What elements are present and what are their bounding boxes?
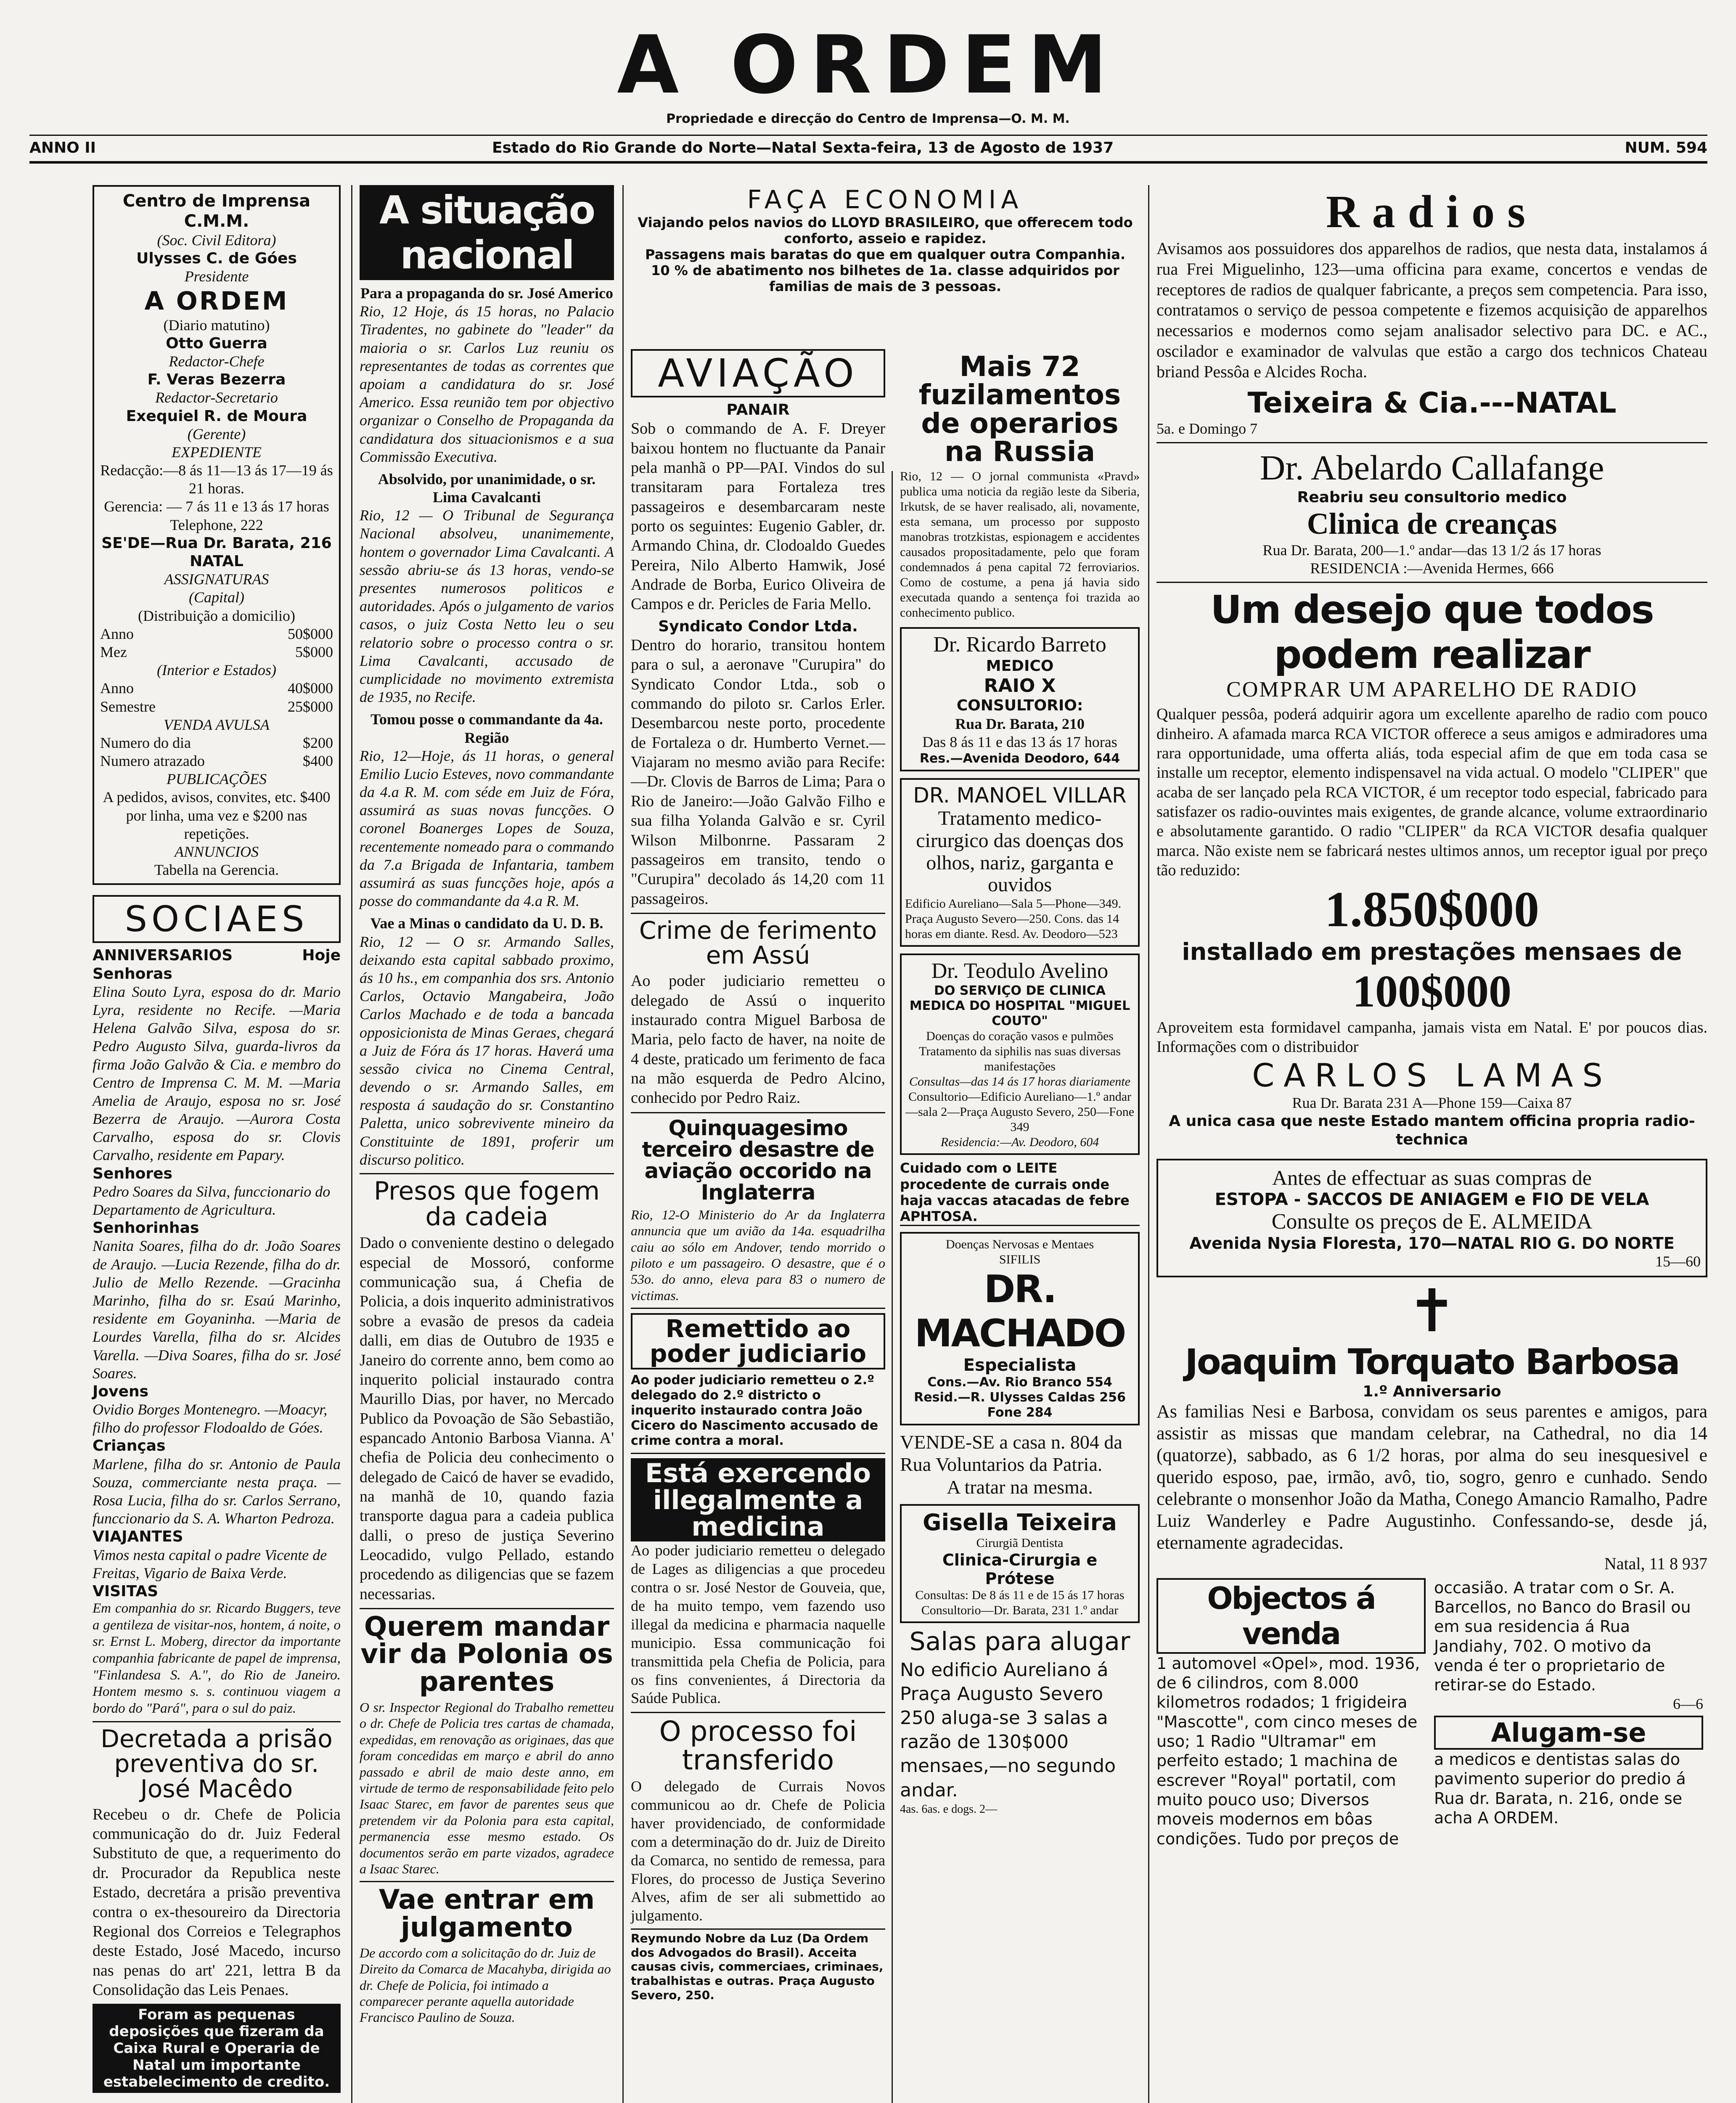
- barreto-name: Dr. Ricardo Barreto: [933, 633, 1106, 657]
- ocasiao-ref: 6—6: [1673, 1695, 1703, 1712]
- dealer-unique: A unica casa que neste Estado mantem officina propria radio-technica: [1169, 1112, 1695, 1148]
- villar-name: DR. MANOEL VILLAR: [913, 783, 1127, 808]
- sociaes-youth-text: Ovidio Borges Montenegro. —Moacyr, filho do professor Flodoaldo de Góes.: [93, 1401, 328, 1436]
- russia-headline: Mais 72 fuzilamentos de operarios na Russia: [918, 350, 1121, 468]
- russia-text: Rio, 12 — O jornal communista «Pravd» publica uma noticia da região leste da Siberia, Irkutsk, de se haver realisado, ali, novamente, esta semana, um processo por supposto manobras trotzkistas, espionagem e accidentes causados propositadamente, pelo que foram condemnados á pena capital 72 ferroviarios. Como de costume, a pena já havia sido executada quando a sentença foi trazida ao conhecimento publico.: [900, 469, 1140, 620]
- sidebar-address: SE'DE—Rua Dr. Barata, 216: [101, 534, 332, 552]
- remettido-text: Ao poder judiciario remetteu o 2.º delegado do 2.º districto o inquerito instaurado contra João Cicero do Nascimento accusado de crime contra a moral.: [631, 1373, 879, 1449]
- price-label: Mez: [100, 643, 127, 660]
- salas-headline: Salas para alugar: [909, 1626, 1130, 1656]
- radios-firm: Teixeira & Cia.---NATAL: [1247, 386, 1617, 420]
- decretada-headline: Decretada a prisão preventiva do sr. José Macêdo: [101, 1724, 333, 1803]
- estopa-consulte: Consulte os preços de E. ALMEIDA: [1271, 1209, 1593, 1234]
- sidebar-paper-note: (Diario matutino): [163, 316, 270, 334]
- quinquagesimo-text: Rio, 12-O Ministerio do Ar da Inglaterra annuncia que um avião da 14a. esquadrilha caiu ao sólo em Andover, tendo morrido o piloto e um passageiro. O desastre, que é o 53o. do anno, eleva para 83 o numero de victimas.: [631, 1207, 885, 1303]
- cross-icon: ✝: [1407, 1279, 1457, 1345]
- polonia-text: O sr. Inspector Regional do Trabalho remetteu o dr. Chefe de Policia tres cartas de chamada, expedidas, em renovação as originaes, das que foram concedidas em março e abril do anno passado e abril de maio deste anno, em virtude de termo de responsabilidade feito pelo Isaac Starec, em favor de parentes seus que pretendem vir da Polonia para esta capital, permanencia esse mesmo estado. Os documentos serão em parte vizados, agradece a Isaac Starec.: [360, 1700, 614, 1876]
- column-rule: [622, 185, 624, 2103]
- barreto-hours: Das 8 ás 11 e das 13 ás 17 horas: [922, 733, 1117, 750]
- julgamento-text: De accordo com a solicitação do dr. Juiz de Direito da Comarca de Macahyba, dirigida ao dr. Chefe de Policia, foi intimado a comparecer perante aquella autoridade Francisco Paulino de Souza.: [360, 1945, 611, 2025]
- situacao-text: Rio, 12 Hoje, ás 15 horas, no Palacio Tiradentes, no gabinete do "leader" da maioria o sr. Carlos Luz reuniu os representantes de todas as correntes que apoiam a candidatura do sr. José Americo. Essa reunião tem por objectivo organizar o Conselho de Propaganda da candidatura dos situacionismos e a sua Commissão Executiva.: [360, 303, 614, 465]
- gisella-address: Consultorio—Dr. Barata, 231 1.º andar: [921, 1603, 1119, 1617]
- desejo-text: Qualquer pessôa, poderá adquirir agora um excellente aparelho de radio com pouco dinheiro. A afamada marca RCA VICTOR offerece a seus amigos e admiradores uma rara opportunidade, uma offerta aliás, toda especial afim de que em toda casa se installe um receptor, elemento indispensavel na vida actual. O modelo "CLIPER" que acaba de ser lançado pela RCA VICTOR, é um receptor todo especial, fabricado para satisfazer os radio-ouvintes mais exigentes, de grande alcance, volume extraordinario e absolutamente garantido. O radio "CLIPER" da RCA VICTOR desafia qualquer marca. Não existe nem se fabricará nestes ultimos annos, um receptor igual por preço tão reduzido:: [1156, 705, 1707, 879]
- obito-text: As familias Nesi e Barbosa, convidam os seus parentes e amigos, para assistir as missas que mandam celebrar, na Cathedral, no dia 14 (quatorze), sabbado, as 6 1/2 horas, por alma do seu inesquesivel e querido esposo, pae, irmão, avô, tio, sogro, genro e cunhado. Sendo celebrante o monsenhor João da Matha, Conego Amancio Ramalho, Padre Luiz Wanderley e Padre Augustinho. Confessando-se, desde já, eternamente agradecidas.: [1156, 1401, 1707, 1553]
- estopa-antes: Antes de effectuar as suas compras de: [1272, 1165, 1592, 1189]
- situacao-subhead: Absolvido, por unanimidade, o sr. Lima Cavalcanti: [378, 470, 596, 506]
- avelino-line: Doenças do coração vasos e pulmões: [926, 1029, 1114, 1044]
- gisella-ad: [900, 1504, 1140, 1623]
- sociaes-misses: Senhorinhas: [93, 1219, 199, 1237]
- sociaes-misses-text: Nanita Soares, filha do dr. João Soares de Araujo. —Lucia Rezende, filha do dr. Julio de Mello Rezende. —Gracinha Marinho, filha do sr. Esaú Marinho, residente em Goyaninha. —Maria de Lourdes Varella, filha do sr. Alcides Varella. —Diva Soares, filha do sr. José Soares.: [93, 1237, 341, 1382]
- sociaes-travellers: VIAJANTES: [93, 1528, 183, 1546]
- barreto-spec: RAIO X: [984, 675, 1056, 697]
- sidebar-manager-role: (Gerente): [187, 425, 246, 442]
- machado-ad: [900, 1232, 1140, 1425]
- column-3: [631, 349, 885, 2002]
- objectos-text: 1 automovel «Opel», mod. 1936, de 6 cilindros, com 8.000 kilometros rodados; 1 frigideira "Mascotte", com cinco meses de uso; 1 Radio "Ultramar" em perfeito estado; 1 machina de escrever "Royal" portatil, com muito pouco uso; Diversos moveis modernos em bôas condições. Tudo por preços de: [1156, 1654, 1420, 1848]
- sidebar-interior: (Interior e Estados): [157, 662, 276, 679]
- gisella-hours: Consultas: De 8 ás 11 e de 15 ás 17 horas: [915, 1588, 1125, 1602]
- desejo-headline: Um desejo que todos podem realizar: [1210, 587, 1654, 678]
- estopa-item: ESTOPA - SACCOS DE ANIAGEM e FIO DE VELA: [1215, 1189, 1649, 1209]
- sociaes-men-text: Pedro Soares da Silva, funccionario do Departamento de Agricultura.: [93, 1183, 331, 1218]
- radio-installments: installado em prestações mensaes de: [1182, 938, 1682, 966]
- ocasiao-col: [1434, 1578, 1703, 1849]
- sidebar-publications-text: A pedidos, avisos, convites, etc. $400 por linha, uma vez e $200 nas repetições.: [103, 789, 331, 842]
- price-value: 5$000: [295, 643, 333, 660]
- processo-text: O delegado de Currais Novos communicou ao dr. Chefe de Policia haver providenciado, de conformidade com a determinação do dr. Juiz de Direito da Comarca, no sentido de remessa, para Flores, do processo de Justiça Severino Alves, afim de ser ali submettido ao julgamento.: [631, 1777, 885, 1924]
- desejo-sub: COMPRAR UM APARELHO DE RADIO: [1226, 678, 1638, 702]
- economia-text: Viajando pelos navios do LLOYD BRASILEIRO, que offerecem todo conforto, asseio e rapidez.: [638, 215, 1133, 246]
- barreto-residence: Res.—Avenida Deodoro, 644: [919, 751, 1120, 766]
- sidebar-telephone: Telephone, 222: [170, 516, 263, 533]
- situacao-subhead: Para a propaganda do sr. José Americo: [360, 285, 613, 302]
- villar-info: Edificio Aureliano—Sala 5—Phone—349. Praça Augusto Severo—250. Cons. das 14 horas em diante. Resd. Av. Deodoro—523: [905, 897, 1122, 941]
- price-label: Anno: [100, 625, 134, 642]
- sidebar-civil: (Soc. Civil Editora): [157, 232, 276, 249]
- avelino-line: Residencia:—Av. Deodoro, 604: [940, 1135, 1099, 1149]
- sidebar-expediente: EXPEDIENTE: [172, 443, 262, 461]
- decretada-text: Recebeu o dr. Chefe de Policia communicação do dr. Juiz Federal Substituto de que, a requerimento do dr. Procurador da Republica neste Estado, decretára a prisão preventiva contra o ex-thesoureiro da Directoria Regional dos Correios e Telegraphos deste Estado, José Macedo, incurso nas penas do art' 221, lettra B da Consolidação das Leis Penaes.: [93, 1805, 341, 1999]
- avelino-line: Tratamento da siphilis nas suas diversas manifestações: [919, 1044, 1121, 1074]
- price-label: Numero atrazado: [100, 752, 205, 770]
- radios-headline: Radios: [1326, 186, 1538, 237]
- sidebar-president: Ulysses C. de Góes: [136, 250, 297, 268]
- panair-label: PANAIR: [726, 401, 790, 418]
- masthead-subtitle: Propriedade e direcção do Centro de Imprensa—O. M. M.: [666, 111, 1070, 126]
- situacao-headline: A situação nacional: [360, 185, 614, 280]
- economia-block: [631, 185, 1140, 294]
- sociaes-visits: VISITAS: [93, 1582, 159, 1600]
- estopa-ref: 15—60: [1655, 1253, 1701, 1270]
- machado-name: DR. MACHADO: [914, 1267, 1125, 1356]
- economia-text: Passagens mais baratas do que em qualquer outra Companhia.: [645, 246, 1125, 262]
- radio-price: 1.850$000: [1325, 881, 1539, 937]
- situacao-text: Rio, 12 — O sr. Armando Salles, deixando esta capital sabbado proximo, ás 10 hs., em companhia dos srs. Antonio Carlos, Octavio Mangabeira, João Carlos Machado e de toda a bancada opposicionista de Minas Geraes, chegará a Juiz de Fóra ás 17 horas. Haverá uma sessão civica no Cinema Central, devendo o sr. Armando Salles, em resposta á saudação do sr. Constantino Paletta, unico sobrevivente mineiro da Constituinte de 1891, proferir um discurso politico.: [360, 933, 614, 1168]
- sociaes-heading: SOCIAES: [93, 895, 341, 943]
- gisella-clinic: Clinica-Cirurgia e Prótese: [942, 1550, 1098, 1588]
- classifieds-row: [1156, 1578, 1707, 1849]
- sidebar-single-sale: VENDA AVULSA: [164, 716, 270, 733]
- sociaes-ladies-text: Elina Souto Lyra, esposa do dr. Mario Lyra, residente no Recife. —Maria Helena Galvão Silva, esposa do sr. Pedro Augusto Silva, guarda-livros da firma João Galvão & Cia. e membro do Centro de Imprensa C. M. M. —Maria Amelia de Araujo, esposa no sr. José Bezerra de Araujo. —Aurora Costa Carvalho, esposa do sr. Clovis Carvalho, residente em Papary.: [93, 983, 341, 1164]
- machado-consult: Cons.—Av. Rio Branco 554: [927, 1375, 1112, 1390]
- sidebar-subscriptions: ASSIGNATURAS: [164, 571, 269, 588]
- sociaes-youth: Jovens: [93, 1383, 149, 1400]
- presos-text: Dado o conveniente destino o delegado especial de Mossoró, conforme communicação sua, á Chefia de Policia, a dois inquerito administrativos sobre a evasão de presos da cadeia dalli, em dias de Outubro de 1935 e Janeiro do corrente anno, bem como ao inquerito policial instaurado contra Maurillo Dias, por haver, no Mercado Publico da Povoação de São Sebastião, espancado Antonio Barbosa Vianna. A' chefia de Policia deu conhecimento o delegado de Caicó de haver se evadido, na manhã de 10, quando fazia transporte dagua para a cadeia publica dalli, o preso de justiça Severino Leocadido, vulgo Pellado, estando procedendo as diligencias que se fazem necessarias.: [360, 1234, 614, 1603]
- condor-text: Dentro do horario, transitou hontem para o sul, a aeronave "Curupira" do Syndicato Condor Ltda., sob o commando do piloto sr. Carlos Erler. Desembarcou neste porto, procedente de Fortaleza o dr. Humberto Vernet.—Viajaram no mesmo avião para Recife:—Dr. Clovis de Barros de Lima; Para o Rio de Janeiro:—João Galvão Filho e sua filha Yolanda Galvão e sr. Cyril Wilson Milbonrne. Passaram 2 passageiros em transito, tendo o "Curupira" decolado ás 14,20 com 11 passageiros.: [631, 636, 885, 908]
- radio-monthly: 100$000: [1352, 966, 1511, 1017]
- panair-text: Sob o commando de A. F. Dreyer baixou hontem no fluctuante da Panair pela manhã o PP—PAI. Vindos do sul transitaram para Fortaleza tres passageiros e desembarcaram neste porto os seguintes: Eugenio Gabler, dr. Armando China, dr. Clodoaldo Guedes Pereira, Nilo Alberto Hamwik, José Andrade de Borba, Eurico Oliveira de Campos e dr. Pericles de Faria Mello.: [631, 420, 885, 613]
- presos-headline: Presos que fogem da cadeia: [373, 1176, 600, 1232]
- barreto-ad: [900, 627, 1140, 771]
- remettido-headline: Remettido ao poder judiciario: [631, 1313, 885, 1369]
- callafange-residence: RESIDENCIA :—Avenida Hermes, 666: [1310, 560, 1554, 577]
- avelino-line: Consultorio—Edificio Aureliano—1.º andar—sala 2—Praça Augusto Severo, 250—Fone 349: [905, 1090, 1135, 1134]
- crime-headline: Crime de ferimento em Assú: [639, 916, 877, 970]
- sociaes-visits-text: Em companhia do sr. Ricardo Buggers, teve a gentileza de visitar-nos, hontem, á noite, o sr. Ernst L. Moberg, director da importante companhia fabricante de papel de imprensa, "Finlandesa S. A.", do Rio de Janeiro. Hontem mesmo s. s. continuou viagem a bordo do "Pará", para o sul do paiz.: [93, 1601, 341, 1716]
- machado-phone: Fone 284: [987, 1405, 1053, 1420]
- processo-headline: O processo foi transferido: [659, 1715, 857, 1776]
- callafange-clinica: Clinica de creanças: [1307, 506, 1557, 540]
- callafange-reabriu: Reabriu seu consultorio medico: [1297, 488, 1567, 506]
- salas-foot: 4as. 6as. e dogs. 2—: [900, 1802, 997, 1816]
- sidebar-paper: A ORDEM: [144, 286, 289, 316]
- sidebar-redacao-hours: Redacção:—8 ás 11—13 ás 17—19 ás 21 horas.: [100, 462, 333, 497]
- sociaes-travellers-text: Vimos nesta capital o padre Vicente de Freitas, Vigario de Baixa Verde.: [93, 1546, 327, 1581]
- julgamento-headline: Vae entrar em julgamento: [378, 1884, 595, 1943]
- advogado-ad: Reymundo Nobre da Luz (Da Ordem dos Advogados do Brasil). Acceita causas civis, commerciaes, criminaes, trabalhistas e outras. Praça Augusto Severo, 250.: [631, 1928, 885, 2002]
- place-date: Estado do Rio Grande do Norte—Natal Sexta-feira, 13 de Agosto de 1937: [492, 139, 1114, 156]
- price-value: 50$000: [288, 625, 333, 642]
- economia-text: 10 % de abatimento nos bilhetes de 1a. classe adquiridos por familias de mais de 3 pessoas.: [651, 262, 1119, 294]
- column-4: [900, 349, 1140, 1816]
- column-rule: [1148, 185, 1149, 2103]
- price-value: 25$000: [288, 698, 333, 715]
- gisella-spec: Cirurgiã Dentista: [976, 1536, 1064, 1550]
- sidebar-secretary: F. Veras Bezerra: [147, 371, 286, 389]
- villar-text: Tratamento medico-cirurgico das doenças dos olhos, nariz, garganta e ouvidos: [916, 807, 1124, 896]
- situacao-subhead: Vae a Minas o candidato da U. D. B.: [370, 915, 603, 932]
- machado-sifilis: SIFILIS: [999, 1252, 1041, 1266]
- column-rule: [351, 185, 352, 2103]
- sidebar-ads: ANNUNCIOS: [174, 843, 259, 860]
- situacao-text: Rio, 12—Hoje, ás 11 horas, o general Emilio Lucio Esteves, novo commandante da 4.a R. M. com séde em Juiz de Fóra, assumirá as suas novas funcções. O coronel Boanerges Lopes de Souza, recentemente nomeado para o commando da 7.a Brigada de Infantaria, tambem assumirá as suas funcções hoje, após a posse do commandante da 4.a R. M.: [360, 747, 614, 910]
- villar-ad: [900, 778, 1140, 947]
- price-value: $200: [303, 734, 333, 751]
- column-2: [360, 185, 614, 2026]
- obito-name: Joaquim Torquato Barbosa: [1185, 1341, 1679, 1383]
- quinquagesimo-headline: Quinquagesimo terceiro desastre de aviação occorido na Inglaterra: [642, 1115, 874, 1205]
- sidebar-distribution: (Distribuição a domicilio): [138, 607, 295, 624]
- machado-top: Doenças Nervosas e Mentaes: [945, 1237, 1094, 1251]
- sociaes-ladies: Senhoras: [93, 965, 172, 983]
- medicina-text: Ao poder judiciario remetteu o delegado de Lages as diligencias a que procedeu contra o sr. José Nestor de Gouveia, que, de ha muito tempo, vem fazendo uso illegal da medicina e pharmacia naquelle municipio. Essa communicação foi transmittida pela Chefia de Policia, para os fins convenientes, á Directoria da Saúde Publica.: [631, 1542, 885, 1707]
- gisella-name: Gisella Teixeira: [923, 1509, 1117, 1536]
- sidebar-title: Centro de Imprensa C.M.M.: [122, 191, 311, 231]
- economia-headline: FAÇA ECONOMIA: [747, 185, 1024, 215]
- sidebar-manager: Exequiel R. de Moura: [126, 407, 307, 425]
- sidebar-ads-table: Tabella na Gerencia.: [154, 861, 279, 879]
- avelino-name: Dr. Teodulo Avelino: [931, 959, 1109, 983]
- situacao-text: Rio, 12 — O Tribunal de Segurança Nacional absolveu, unanimemente, hontem o governador Lima Cavalcanti. A sessão abriu-se ás 13 horas, vendo-se presentes numerosos politicos e autoridades. Após o julgamento de varios casos, o juiz Costa Netto leu o seu relatorio sobre o processo contra o sr. Lima Cavalcanti, accusado de cumplicidade no movimento extremista de 1935, no Recife.: [360, 507, 614, 706]
- barreto-address: Rua Dr. Barata, 210: [955, 715, 1085, 732]
- obito-anniversary: 1.º Anniversario: [1363, 1383, 1501, 1401]
- sidebar-capital: (Capital): [189, 589, 244, 606]
- sociaes-today: Hoje: [302, 947, 341, 964]
- barreto-consultorio: CONSULTORIO:: [956, 697, 1083, 715]
- column-rule: [892, 471, 893, 2103]
- sidebar-president-role: Presidente: [184, 268, 249, 285]
- year-label: ANNO II: [29, 139, 96, 156]
- condor-label: Syndicato Condor Ltda.: [658, 617, 858, 635]
- ocasiao-text: occasião. A tratar com o Sr. A. Barcellos, no Banco do Brasil ou em sua residencia á Rua Jandiahy, 702. O motivo da venda é ter o proprietario de retirar-se do Estado.: [1434, 1578, 1691, 1695]
- sociaes-men: Senhores: [93, 1165, 172, 1182]
- newspaper-title: A ORDEM: [617, 19, 1119, 111]
- price-value: $400: [303, 752, 333, 770]
- machado-spec: Especialista: [963, 1355, 1077, 1375]
- column-5: [1156, 185, 1707, 1849]
- sidebar-gerencia-hours: Gerencia: — 7 ás 11 e 13 ás 17 horas: [104, 498, 329, 515]
- sociaes-birthdays: ANNIVERSARIOS: [93, 947, 233, 964]
- column-1: [93, 185, 341, 2093]
- desejo-aproveitem: Aproveitem esta formidavel campanha, jamais vista em Natal. E' por poucos dias. Informações com o distribuidor: [1156, 1018, 1707, 1056]
- barreto-title: MEDICO: [986, 657, 1054, 675]
- avelino-service: DO SERVIÇO DE CLINICA MEDICA DO HOSPITAL "MIGUEL COUTO": [909, 983, 1130, 1029]
- radios-text: Avisamos aos possuidores dos apparelhos de radios, que nesta data, instalamos á rua Frei Miguelinho, 123—uma officina para exame, concertos e vendas de receptores de radios de qualquer fabricante, a preços sem competencia. Para isso, contratamos o serviço de pessoa competente e fizemos acquisição de apparelhos necessarios e modernos como sejam analisador selectivo para DC. e AC., oscilador e examinador de valvulas que estão a cargo dos technicos Chateau briand Pessôa e Alcides Rocha.: [1156, 239, 1707, 381]
- caixa-rural-notice: Foram as pequenas deposições que fizeram da Caixa Rural e Operaria de Natal um importante estabelecimento de credito.: [93, 2004, 341, 2093]
- sidebar-city: NATAL: [190, 553, 243, 570]
- sociaes-children: Crianças: [93, 1437, 166, 1455]
- vende-ad: VENDE-SE a casa n. 804 da Rua Voluntarios da Patria.: [900, 1431, 1122, 1475]
- crime-text: Ao poder judiciario remetteu o delegado de Assú o inquerito instaurado contra Miguel Barbosa de Maria, pelo facto de haver, na noite de 4 deste, praticado um ferimento de faca na mão esquerda de Pedro Alcino, conhecido por Pedro Raiz.: [631, 972, 885, 1107]
- sidebar-editor: Otto Guerra: [166, 334, 267, 352]
- dealer-name: CARLOS LAMAS: [1252, 1057, 1612, 1094]
- medicina-headline: Está exercendo illegalmente a medicina: [631, 1458, 885, 1541]
- callafange-address: Rua Dr. Barata, 200—1.º andar—das 13 1/2 ás 17 horas: [1262, 541, 1601, 559]
- price-label: Anno: [100, 680, 134, 697]
- avelino-line: Consultas—das 14 ás 17 horas diariamente: [909, 1075, 1130, 1089]
- price-value: 40$000: [288, 680, 333, 697]
- issue-number: NUM. 594: [1625, 139, 1707, 156]
- dealer-address: Rua Dr. Barata 231 A—Phone 159—Caixa 87: [1292, 1094, 1572, 1112]
- price-label: Numero do dia: [100, 734, 191, 751]
- vende-tratar: A tratar na mesma.: [947, 1476, 1093, 1498]
- sidebar-box: [93, 185, 341, 885]
- sidebar-publications: PUBLICAÇÕES: [167, 771, 267, 788]
- radios-foot: 5a. e Domingo 7: [1156, 420, 1257, 437]
- sociaes-children-text: Marlene, filha do sr. Antonio de Paula Souza, commerciante nesta praça. —Rosa Lucia, filha do sr. Carlos Serrano, funccionario da S. A. Wharton Pedroza.: [93, 1455, 341, 1527]
- aviacao-headline: AVIAÇÃO: [631, 349, 885, 397]
- alugam-text: a medicos e dentistas salas do pavimento superior do predio á Rua dr. Barata, n. 216, onde se acha A ORDEM.: [1434, 1750, 1686, 1827]
- sociaes-section: [93, 946, 341, 1717]
- estopa-address: Avenida Nysia Floresta, 170—NATAL RIO G. DO NORTE: [1189, 1234, 1675, 1253]
- sidebar-editor-role: Redactor-Chefe: [169, 352, 265, 370]
- situacao-subhead: Tomou posse o commandante da 4a. Região: [370, 711, 603, 746]
- alugam-headline: Alugam-se: [1434, 1716, 1703, 1750]
- price-label: Semestre: [100, 698, 156, 715]
- sidebar-secretary-role: Redactor-Secretario: [155, 389, 278, 406]
- obito-date: Natal, 11 8 937: [1604, 1554, 1707, 1573]
- avelino-ad: [900, 954, 1140, 1155]
- objectos-col: [1156, 1578, 1426, 1849]
- machado-residence: Resid.—R. Ulysses Caldas 256: [914, 1390, 1126, 1405]
- leite-notice: Cuidado com o LEITE procedente de currais onde haja vaccas atacadas de febre APHTOSA.: [900, 1160, 1140, 1226]
- callafange-name: Dr. Abelardo Callafange: [1260, 448, 1604, 487]
- salas-text: No edificio Aureliano á Praça Augusto Severo 250 aluga-se 3 salas a razão de 130$000 mensaes,—no segundo andar.: [900, 1659, 1116, 1801]
- objectos-headline: Objectos á venda: [1156, 1578, 1426, 1654]
- dateline-bar: [29, 135, 1707, 164]
- polonia-headline: Querem mandar vir da Polonia os parentes: [360, 1611, 613, 1698]
- estopa-ad: [1156, 1159, 1707, 1277]
